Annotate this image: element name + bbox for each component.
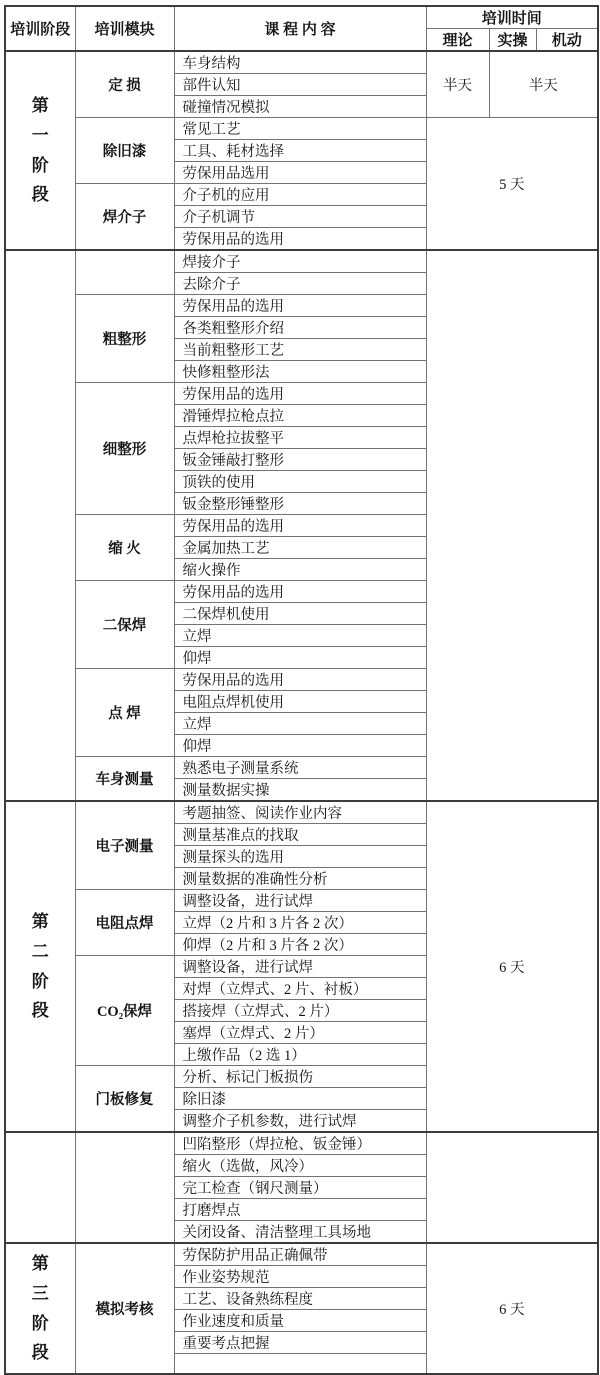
course-row: 缩火操作	[174, 559, 426, 581]
course-row: 立焊	[174, 713, 426, 735]
module-cell: 定 损	[75, 51, 174, 118]
course-row: 劳保用品的选用	[174, 581, 426, 603]
course-row: 电阻点焊机使用	[174, 691, 426, 713]
course-row: 各类粗整形介绍	[174, 317, 426, 339]
course-row: 测量探头的选用	[174, 846, 426, 868]
course-row: 仰焊	[174, 647, 426, 669]
stage-2-cell	[5, 801, 75, 1132]
time-practice-half-day-cell: 半天	[489, 51, 598, 118]
course-row: 完工检查（钢尺测量）	[174, 1177, 426, 1199]
course-row: 对焊（立焊式、2 片、衬板）	[174, 978, 426, 1000]
stage-3-cell	[5, 1243, 75, 1374]
course-row: 二保焊机使用	[174, 603, 426, 625]
course-row: 调整设备，进行试焊	[174, 956, 426, 978]
course-row: 重要考点把握	[174, 1332, 426, 1354]
module-cell: 除旧漆	[75, 118, 174, 184]
header-content-cell: 课 程 内 容	[174, 6, 426, 51]
course-row: 介子机调节	[174, 206, 426, 228]
time-theory-half-day-cell: 半天	[426, 51, 489, 118]
course-row: 焊接介子	[174, 250, 426, 273]
course-row: 调整介子机参数，进行试焊	[174, 1110, 426, 1133]
header-module-cell: 培训模块	[75, 6, 174, 51]
module-cell: 缩 火	[75, 515, 174, 581]
course-row: 测量数据实操	[174, 779, 426, 802]
course-row: 车身结构	[174, 51, 426, 74]
course-row: 测量数据的准确性分析	[174, 868, 426, 890]
stage-2-label: 第二阶段	[31, 912, 49, 1021]
course-row: 去除介子	[174, 273, 426, 295]
course-row: 顶铁的使用	[174, 471, 426, 493]
module-cell	[75, 250, 174, 295]
module-cell: 电阻点焊	[75, 890, 174, 956]
time-6-days-cell: 6 天	[426, 801, 598, 1132]
course-row: 劳保用品选用	[174, 162, 426, 184]
course-row: 塞焊（立焊式、2 片）	[174, 1022, 426, 1044]
module-cell: 车身测量	[75, 757, 174, 802]
course-row: 金属加热工艺	[174, 537, 426, 559]
course-row: 部件认知	[174, 74, 426, 96]
course-row	[174, 1354, 426, 1375]
course-row: 劳保用品的选用	[174, 515, 426, 537]
course-row: 滑锤焊拉枪点拉	[174, 405, 426, 427]
module-cell: 二保焊	[75, 581, 174, 669]
header-time-cell: 培训时间	[426, 6, 598, 29]
course-row: 除旧漆	[174, 1088, 426, 1110]
module-cell	[75, 1132, 174, 1243]
course-row: 常见工艺	[174, 118, 426, 140]
time-6-days-cell-2: 6 天	[426, 1243, 598, 1374]
module-cell: 电子测量	[75, 801, 174, 890]
course-row: 劳保用品的选用	[174, 669, 426, 691]
module-cell: CO₂保焊	[75, 956, 174, 1066]
course-row: 碰撞情况模拟	[174, 96, 426, 118]
course-row: 劳保防护用品正确佩带	[174, 1243, 426, 1266]
time-5-days-cell: 5 天	[426, 118, 598, 251]
course-row: 关闭设备、清洁整理工具场地	[174, 1221, 426, 1244]
course-row: 劳保用品的选用	[174, 383, 426, 405]
header-flexible-cell: 机动	[536, 29, 598, 52]
course-row: 工具、耗材选择	[174, 140, 426, 162]
course-row: 缩火（选做，风冷）	[174, 1155, 426, 1177]
header-theory-cell: 理论	[426, 29, 489, 52]
course-row: 作业速度和质量	[174, 1310, 426, 1332]
course-row: 钣金锤敲打整形	[174, 449, 426, 471]
course-row: 仰焊（2 片和 3 片各 2 次）	[174, 934, 426, 956]
stage-blank-cell-2	[5, 1132, 75, 1243]
course-row: 作业姿势规范	[174, 1266, 426, 1288]
stage-blank-cell	[5, 250, 75, 801]
course-row: 快修粗整形法	[174, 361, 426, 383]
module-cell: 模拟考核	[75, 1243, 174, 1374]
course-row: 凹陷整形（焊拉枪、钣金锤）	[174, 1132, 426, 1155]
stage-1-cell	[5, 51, 75, 250]
module-cell: 门板修复	[75, 1066, 174, 1133]
course-row: 立焊（2 片和 3 片各 2 次）	[174, 912, 426, 934]
course-row: 熟悉电子测量系统	[174, 757, 426, 779]
course-row: 劳保用品的选用	[174, 228, 426, 251]
course-row: 测量基准点的找取	[174, 824, 426, 846]
course-row: 打磨焊点	[174, 1199, 426, 1221]
course-row: 钣金整形锤整形	[174, 493, 426, 515]
stage-1-label: 第一阶段	[31, 96, 49, 205]
course-row: 调整设备，进行试焊	[174, 890, 426, 912]
course-row: 立焊	[174, 625, 426, 647]
module-cell: 点 焊	[75, 669, 174, 757]
course-row: 工艺、设备熟练程度	[174, 1288, 426, 1310]
course-row: 当前粗整形工艺	[174, 339, 426, 361]
module-cell: 粗整形	[75, 295, 174, 383]
stage-3-label: 第三阶段	[31, 1254, 49, 1363]
time-blank-cell	[426, 250, 598, 801]
course-row: 上缴作品（2 选 1）	[174, 1044, 426, 1066]
header-stage-cell: 培训阶段	[5, 6, 75, 51]
course-row: 点焊枪拉拔整平	[174, 427, 426, 449]
course-row: 分析、标记门板损伤	[174, 1066, 426, 1088]
training-course-table	[4, 5, 599, 1375]
module-cell: 细整形	[75, 383, 174, 515]
time-blank-cell-2	[426, 1132, 598, 1243]
course-row: 搭接焊（立焊式、2 片）	[174, 1000, 426, 1022]
course-row: 考题抽签、阅读作业内容	[174, 801, 426, 824]
module-cell: 焊介子	[75, 184, 174, 251]
header-practice-cell: 实操	[489, 29, 536, 52]
course-row: 介子机的应用	[174, 184, 426, 206]
course-row: 仰焊	[174, 735, 426, 757]
course-row: 劳保用品的选用	[174, 295, 426, 317]
